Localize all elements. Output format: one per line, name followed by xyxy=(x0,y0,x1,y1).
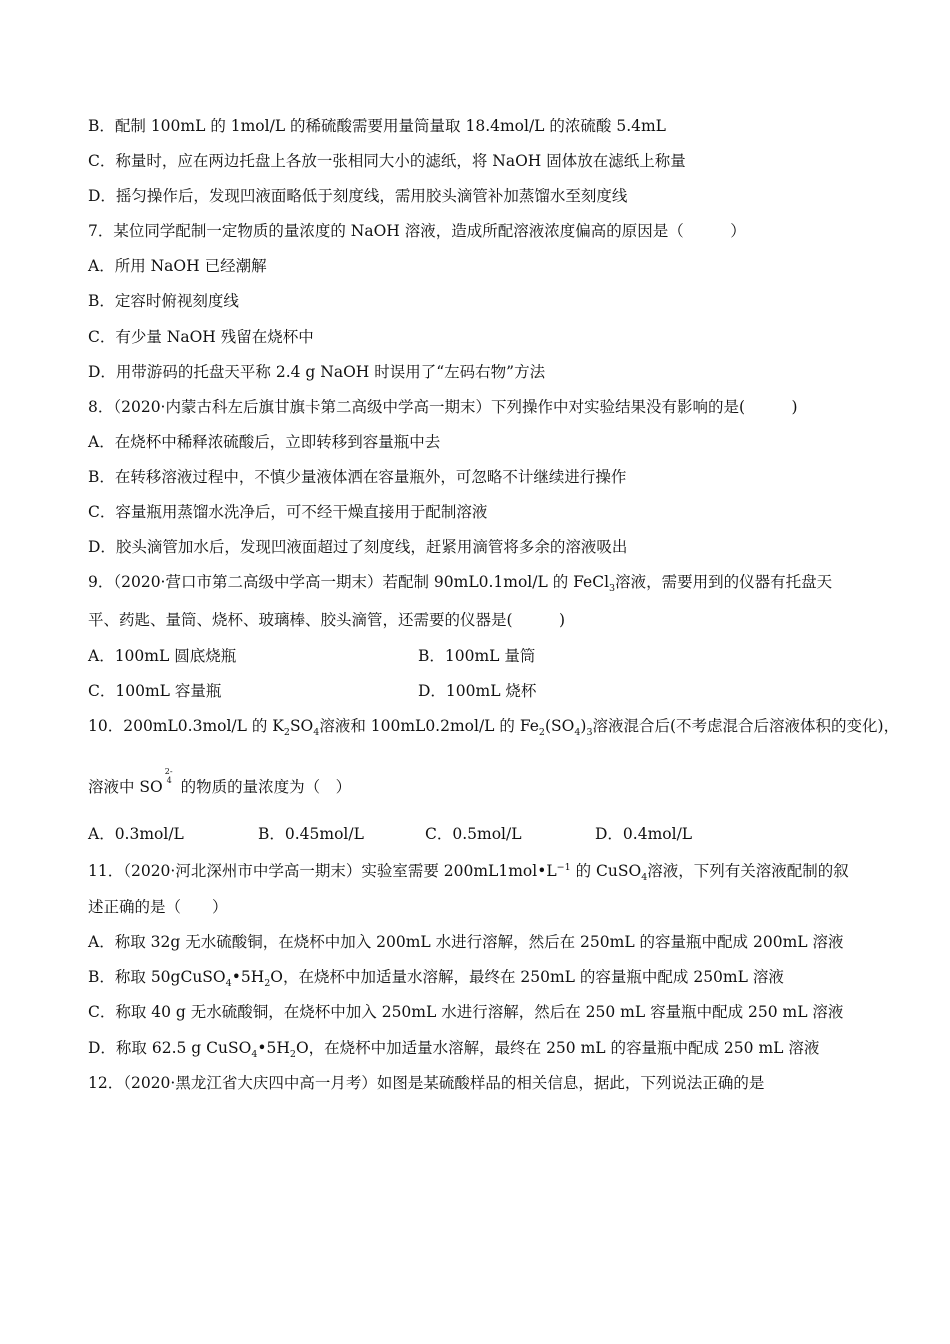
q8-option-a: A．在烧杯中稀释浓硫酸后，立即转移到容量瓶中去 xyxy=(88,433,441,451)
q11-d-text-2: •5H xyxy=(257,1039,290,1057)
q9-option-c: C．100mL 容量瓶 xyxy=(88,682,222,700)
q11-b-text-1: B．称取 50gCuSO xyxy=(88,968,226,986)
q11-d-sub-2: 2 xyxy=(289,1049,296,1061)
q10-stem-line1 xyxy=(88,716,900,739)
q11-b-text-2: •5H xyxy=(231,968,265,986)
q9-subscript: 3 xyxy=(609,583,616,595)
q6-option-c: C．称量时，应在两边托盘上各放一张相同大小的滤纸，将 NaOH 固体放在滤纸上称量 xyxy=(88,152,686,170)
q10-line2-tail: 的物质的量浓度为（ ） xyxy=(175,778,352,796)
q8-stem: 8．（2020·内蒙古科左后旗甘旗卡第二高级中学高一期末）下列操作中对实验结果没有影响的是( ) xyxy=(88,398,798,416)
q11-option-b xyxy=(88,967,784,990)
q9-option-d: D．100mL 烧杯 xyxy=(418,682,537,700)
q10-text-4: (SO xyxy=(544,717,575,735)
q11-text-1: 11．（2020·河北深州市中学高一期末）实验室需要 200mL1mol•L xyxy=(88,862,557,880)
q11-option-c: C．称取 40 g 无水硫酸铜，在烧杯中加入 250mL 水进行溶解，然后在 250 mL 容量瓶中配成 250 mL 溶液 xyxy=(88,1003,844,1021)
q10-option-c: C．0.5mol/L xyxy=(425,825,522,843)
q8-option-c: C．容量瓶用蒸馏水洗净后，可不经干燥直接用于配制溶液 xyxy=(88,503,488,521)
q7-option-c: C．有少量 NaOH 残留在烧杯中 xyxy=(88,328,314,346)
q8-option-b: B．在转移溶液过程中，不慎少量液体洒在容量瓶外，可忽略不计继续进行操作 xyxy=(88,468,627,486)
q12-stem: 12．（2020·黑龙江省大庆四中高一月考）如图是某硫酸样品的相关信息，据此，下列说法正确的是 xyxy=(88,1074,765,1092)
q7-stem: 7．某位同学配制一定物质的量浓度的 NaOH 溶液，造成所配溶液浓度偏高的原因是（ ） xyxy=(88,222,746,240)
q10-text-1: 10．200mL0.3mol/L 的 K xyxy=(88,717,284,735)
q10-option-b: B．0.45mol/L xyxy=(258,825,364,843)
q10-sub-2: 4 xyxy=(313,727,320,739)
q11-d-text-1: D．称取 62.5 g CuSO xyxy=(88,1039,252,1057)
q11-option-d xyxy=(88,1038,820,1061)
q11-text-3: 溶液，下列有关溶液配制的叙 xyxy=(647,862,849,880)
q10-stem-line2 xyxy=(88,767,352,800)
q11-sub: 4 xyxy=(641,872,648,884)
q9-options-row1 xyxy=(88,646,236,666)
q9-stem-line2: 平、药匙、量筒、烧杯、玻璃棒、胶头滴管，还需要的仪器是( ) xyxy=(88,611,566,629)
q9-stem-text-2: 溶液，需要用到的仪器有托盘天 xyxy=(615,573,833,591)
q7-option-b: B．定容时俯视刻度线 xyxy=(88,292,239,310)
q8-option-d: D．胶头滴管加水后，发现凹液面超过了刻度线，赶紧用滴管将多余的溶液吸出 xyxy=(88,538,628,556)
q9-stem-line1 xyxy=(88,572,833,595)
q7-option-a: A．所用 NaOH 已经潮解 xyxy=(88,257,267,275)
q11-option-a: A．称取 32g 无水硫酸铜，在烧杯中加入 200mL 水进行溶解，然后在 250mL 的容量瓶中配成 200mL 溶液 xyxy=(88,933,844,951)
q10-line2-text: 溶液中 SO xyxy=(88,778,163,796)
q9-option-a: A．100mL 圆底烧瓶 xyxy=(88,647,237,665)
q7-option-d: D．用带游码的托盘天平称 2.4 g NaOH 时误用了“左码右物”方法 xyxy=(88,363,546,381)
q10-ion-sub: 4 xyxy=(166,776,172,785)
q11-stem-line2: 述正确的是（ ） xyxy=(88,898,228,916)
q10-text-5: ) xyxy=(580,717,587,735)
q10-sub-3: 2 xyxy=(538,727,545,739)
q9-option-b: B．100mL 量筒 xyxy=(418,647,536,665)
q11-b-sub-2: 2 xyxy=(264,978,271,990)
q11-b-text-3: O，在烧杯中加适量水溶解，最终在 250mL 的容量瓶中配成 250mL 溶液 xyxy=(270,968,784,986)
q11-d-sub-1: 4 xyxy=(251,1049,258,1061)
q11-b-sub-1: 4 xyxy=(225,978,232,990)
q6-option-b: B．配制 100mL 的 1mol/L 的稀硫酸需要用量筒量取 18.4mol/L 的浓硫酸 5.4mL xyxy=(88,117,666,135)
q11-text-2: 的 CuSO xyxy=(570,862,642,880)
q10-option-a: A．0.3mol/L xyxy=(88,825,184,843)
q6-option-d: D．摇匀操作后，发现凹液面略低于刻度线，需用胶头滴管补加蒸馏水至刻度线 xyxy=(88,187,628,205)
q10-charge-sup: 2- xyxy=(164,767,173,776)
q10-text-3: 溶液和 100mL0.2mol/L 的 Fe xyxy=(319,717,539,735)
q10-text-2: SO xyxy=(289,717,314,735)
q11-d-text-3: O，在烧杯中加适量水溶解，最终在 250 mL 的容量瓶中配成 250 mL 溶液 xyxy=(295,1039,820,1057)
q9-options-row2 xyxy=(88,681,221,701)
q9-stem-text-1: 9．（2020·营口市第二高级中学高一期末）若配制 90mL0.1mol/L 的 FeCl xyxy=(88,573,610,591)
q11-stem-line1 xyxy=(88,861,849,884)
q10-sub-1: 2 xyxy=(283,727,290,739)
q10-text-6: 溶液混合后(不考虑混合后溶液体积的变化)， xyxy=(592,717,900,735)
q10-sub-5: 3 xyxy=(586,727,593,739)
q11-sup: −1 xyxy=(556,861,571,873)
q10-option-d: D．0.4mol/L xyxy=(595,825,693,843)
q10-sub-4: 4 xyxy=(574,727,581,739)
